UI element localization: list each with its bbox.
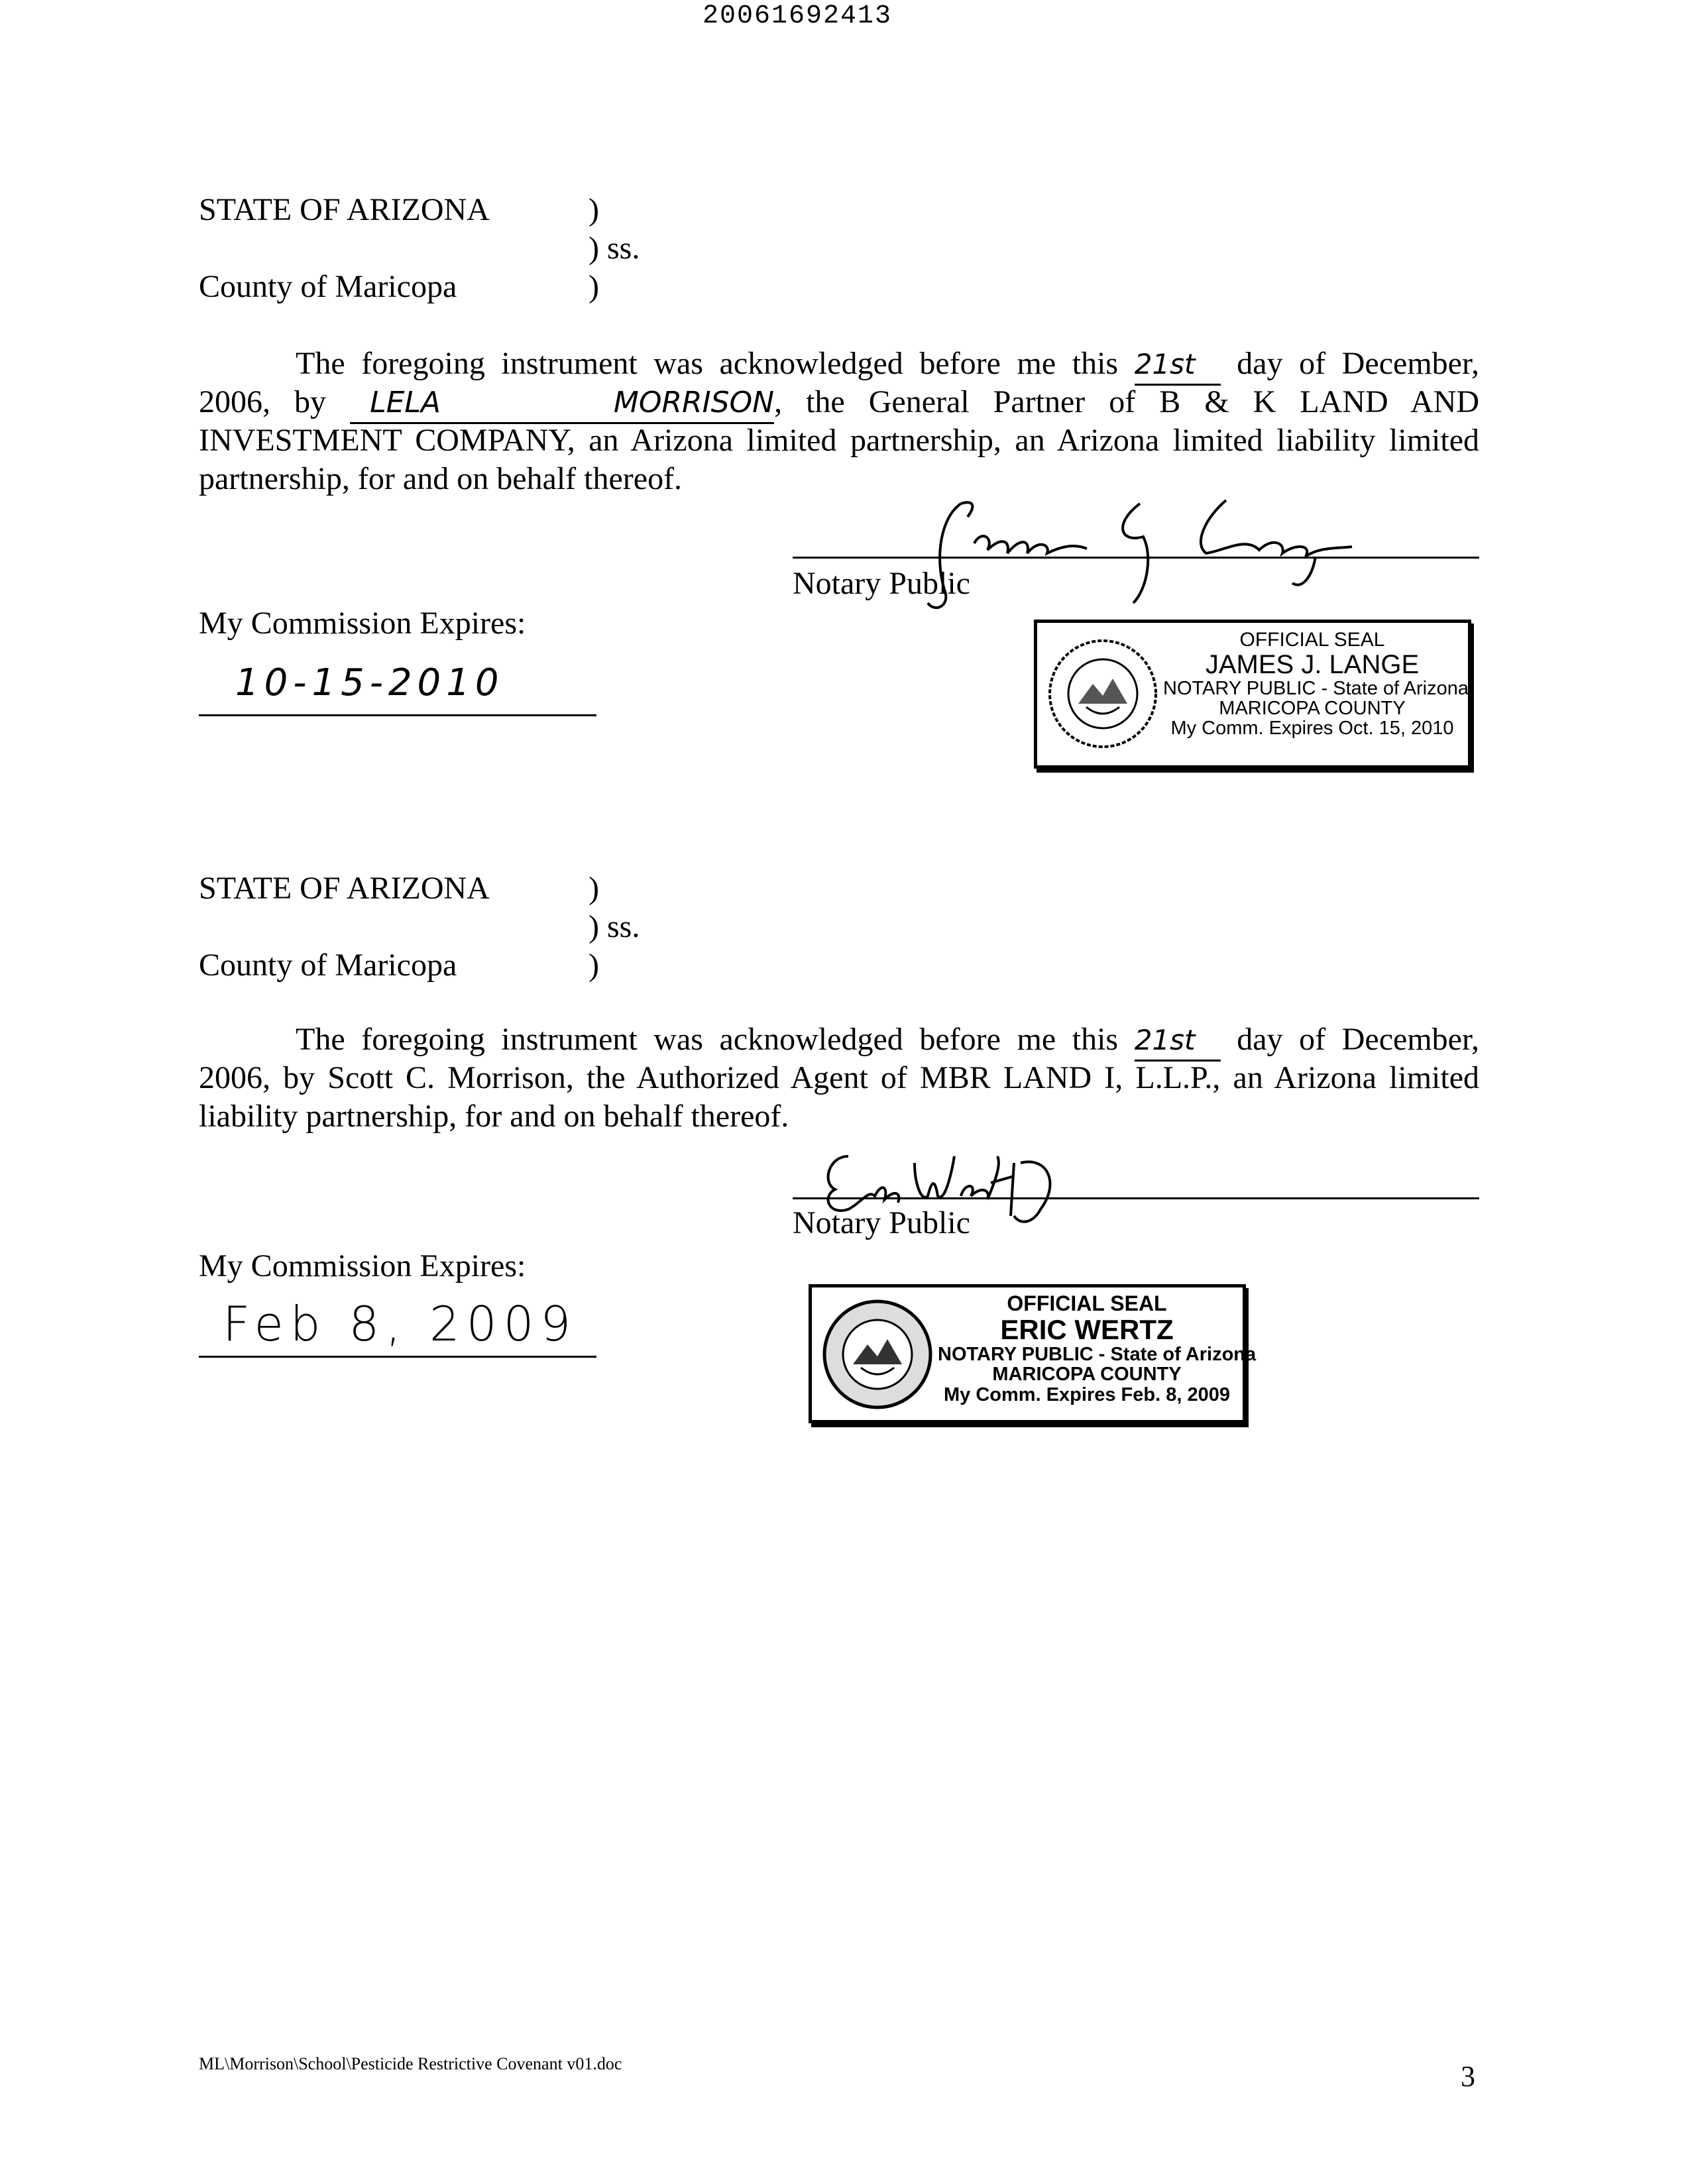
ack-lead: The foregoing instrument was acknowledged before me this — [296, 346, 1119, 381]
venue-paren-bottom: ) — [589, 269, 599, 304]
seal-notary-name: JAMES J. LANGE — [1205, 649, 1420, 679]
venue-state: STATE OF ARIZONA — [199, 871, 490, 906]
commission-date-line — [199, 714, 596, 716]
venue-ss: ) ss. — [589, 231, 640, 266]
venue-ss: ) ss. — [589, 909, 640, 944]
ack-line-3: liability partnership, for and on behalf thereof. — [199, 1099, 789, 1134]
commission-date-handwritten: Feb 8, 2009 — [223, 1296, 578, 1352]
venue-paren-bottom: ) — [589, 948, 599, 983]
commission-expires-label: My Commission Expires: — [199, 1248, 526, 1283]
venue-county: County of Maricopa — [199, 269, 457, 304]
notary-seal-wertz — [809, 1284, 1257, 1423]
ack-line2-prefix: 2006, by — [199, 384, 327, 419]
commission-expires-label: My Commission Expires: — [199, 606, 526, 641]
ack-line-3: INVESTMENT COMPANY, an Arizona limited partnership, an Arizona limited liability limited — [199, 423, 1479, 458]
notary-seal-lange — [1034, 620, 1471, 769]
ack-day-handwritten: 21st — [1135, 1021, 1221, 1062]
ack-day-handwritten: 21st — [1135, 345, 1221, 386]
ack-line-1 — [296, 1020, 1479, 1062]
seal-line-expires: My Comm. Expires Feb. 8, 2009 — [944, 1384, 1230, 1405]
venue-county: County of Maricopa — [199, 948, 457, 983]
ack-line-1 — [296, 345, 1479, 386]
document-number: 20061692413 — [702, 1, 893, 31]
ack-line2-suffix: , the General Partner of B & K LAND AND — [774, 384, 1480, 419]
ack-tail: day of December, — [1237, 346, 1480, 381]
arizona-state-seal-icon — [1046, 637, 1159, 750]
ack-lead: The foregoing instrument was acknowledged before me this — [296, 1022, 1119, 1057]
seal-title: OFFICIAL SEAL — [1239, 629, 1385, 651]
notary-signature-lange — [915, 490, 1378, 616]
seal-notary-name: ERIC WERTZ — [1000, 1313, 1174, 1345]
seal-line-state: NOTARY PUBLIC - State of Arizona — [1163, 677, 1469, 699]
page-number: 3 — [1461, 2060, 1475, 2093]
ack-line-2: 2006, by Scott C. Morrison, the Authorized Agent of MBR LAND I, L.L.P., an Arizona limited — [199, 1060, 1479, 1095]
arizona-state-seal-icon — [821, 1298, 934, 1411]
seal-line-county: MARICOPA COUNTY — [1219, 697, 1406, 719]
signer-name-handwritten: LELA MORRISON — [350, 384, 774, 424]
ack-tail: day of December, — [1237, 1022, 1480, 1057]
seal-line-county: MARICOPA COUNTY — [992, 1364, 1182, 1386]
commission-date-handwritten: 10-15-2010 — [235, 661, 504, 704]
seal-line-expires: My Comm. Expires Oct. 15, 2010 — [1170, 718, 1454, 739]
footer-file-path: ML\Morrison\School\Pesticide Restrictive Covenant v01.doc — [199, 2054, 622, 2073]
venue-paren-top: ) — [589, 871, 599, 906]
venue-state: STATE OF ARIZONA — [199, 192, 490, 227]
seal-title: OFFICIAL SEAL — [1007, 1291, 1167, 1315]
ack-line-4: partnership, for and on behalf thereof. — [199, 461, 683, 496]
commission-date-line — [199, 1356, 596, 1358]
notary-public-label: Notary Public — [793, 566, 970, 601]
ack-line-2 — [199, 383, 1479, 424]
venue-paren-top: ) — [589, 192, 599, 227]
notary-public-label: Notary Public — [793, 1205, 970, 1240]
seal-line-state: NOTARY PUBLIC - State of Arizona — [938, 1343, 1257, 1365]
